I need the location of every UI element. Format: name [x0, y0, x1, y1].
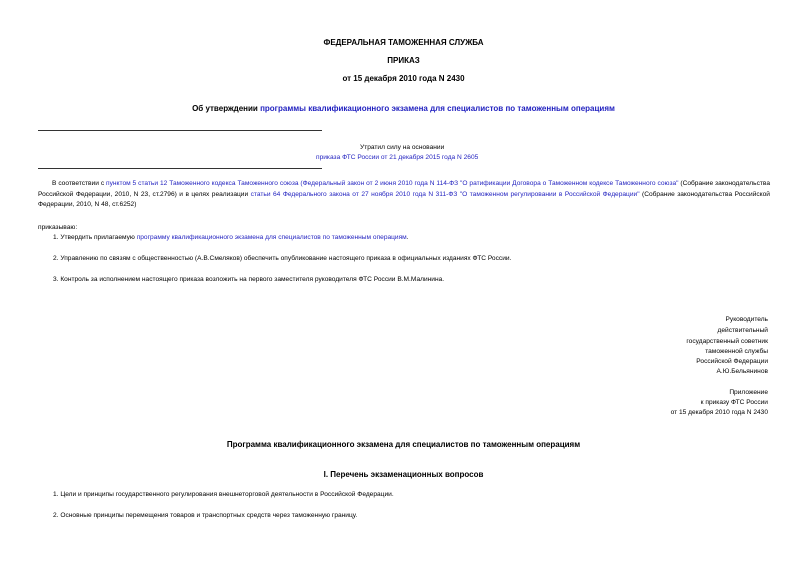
question-2: 2. Основные принципы перемещения товаров и транспортных средств через таможенную границу. [53, 512, 358, 519]
section-heading: I. Перечень экзаменационных вопросов [323, 470, 484, 479]
signature-name: А.Ю.Бельянинов [716, 368, 768, 375]
doc-title-link[interactable]: программы квалификационного экзамена для специалистов по таможенным операциям [260, 104, 615, 113]
preamble-text-3: (Собрание законодательства Российской Федерации, 2010, N 48, ст.6252) [38, 190, 770, 208]
signature-line-3: государственный советник [686, 338, 768, 345]
signature-line-5: Российской Федерации [696, 358, 768, 365]
preamble-text-2: (Собрание законодательства Российской Федерации, 2010, N 23, ст.2796) и в целях реализации [38, 180, 770, 198]
preamble-text-1: В соответствии с [52, 180, 107, 187]
preamble-link-1[interactable]: пунктом 5 статьи 12 Таможенного кодекса Таможенного союза (Федеральный закон от 2 июня 2010 года N 114-ФЗ "О ратификации Договора о Таможенном кодексе Таможенного союза" [106, 180, 679, 187]
program-title: Программа квалификационного экзамена для специалистов по таможенным операциям [226, 440, 581, 449]
doc-title-prefix: Об утверждении [192, 104, 261, 113]
order-item-3: 3. Контроль за исполнением настоящего приказа возложить на первого заместителя руководителя ФТС России В.М.Малинина. [53, 276, 445, 283]
appendix-line-3: от 15 декабря 2010 года N 2430 [670, 409, 768, 416]
appendix-line-1: Приложение [729, 389, 768, 396]
order-item-1-suffix: . [406, 234, 409, 241]
order-word: приказываю: [38, 224, 78, 231]
preamble-link-2[interactable]: статьи 64 Федерального закона от 27 ноября 2010 года N 311-ФЗ "О таможенном регулировании в Российской Федерации" [250, 190, 640, 198]
signature-line-4: таможенной службы [705, 348, 768, 355]
order-item-2: 2. Управлению по связям с общественностью (А.В.Смеляков) обеспечить опубликование настоящего приказа в официальных изданиях ФТС России. [53, 255, 512, 262]
divider-top [38, 130, 322, 131]
order-item-1-link[interactable]: программу квалификационного экзамена для специалистов по таможенным операциям [136, 234, 407, 241]
status-link[interactable]: приказа ФТС России от 21 декабря 2015 года N 2605 [316, 154, 479, 161]
preamble-paragraph [38, 179, 770, 211]
signature-line-1: Руководитель [725, 316, 768, 323]
appendix-line-2: к приказу ФТС России [700, 399, 768, 406]
order-item-1 [53, 233, 409, 242]
doc-type: ПРИКАЗ [387, 56, 420, 65]
signature-line-2: действительный [717, 327, 768, 334]
divider-bottom [38, 168, 322, 169]
question-1: 1. Цели и принципы государственного регулирования внешнеторговой деятельности в Российской Федерации. [53, 491, 394, 498]
status-line-1: Утратил силу на основании [360, 144, 445, 151]
doc-date-number: от 15 декабря 2010 года N 2430 [342, 74, 465, 83]
doc-title [0, 104, 807, 113]
order-item-1-prefix: 1. Утвердить прилагаемую [53, 234, 137, 241]
org-name: ФЕДЕРАЛЬНАЯ ТАМОЖЕННАЯ СЛУЖБА [323, 38, 484, 47]
